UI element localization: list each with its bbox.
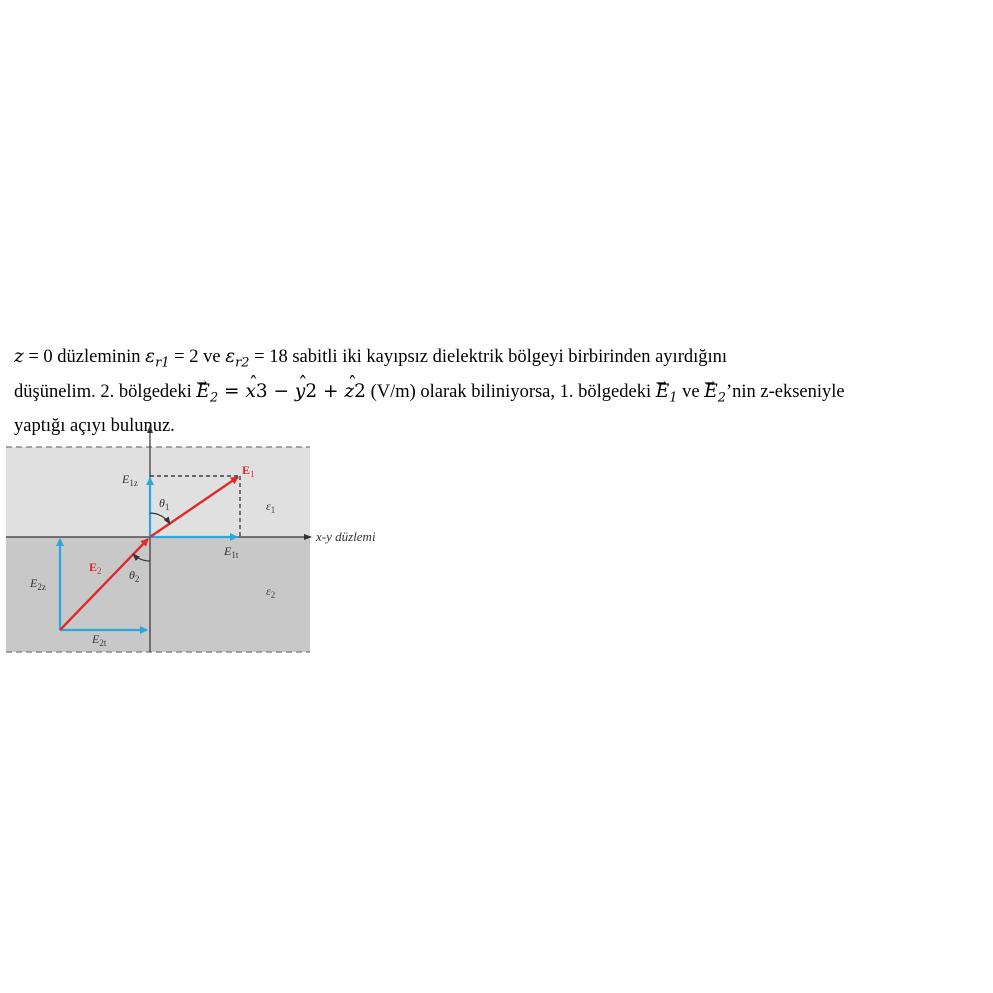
- text-segment: ’nin z-ekseniyle: [725, 381, 845, 402]
- label-theta2: $\theta_2$: [129, 568, 140, 584]
- vector-E2: → E: [704, 378, 718, 406]
- text-segment: =: [218, 380, 246, 402]
- epsilon-r1: ε: [145, 346, 156, 367]
- text-segment: düşünelim. 2. bölgedeki: [14, 381, 197, 402]
- vector-E1: → E: [656, 378, 670, 406]
- text-segment: 3 −: [255, 380, 295, 402]
- epsilon-r2: ε: [225, 346, 236, 367]
- vector-E2-subscript: 2: [209, 390, 219, 406]
- text-segment: (V/m) olarak biliniyorsa, 1. bölgedeki: [365, 381, 656, 402]
- text-segment: ve: [677, 381, 705, 402]
- label-epsilon2: $\varepsilon_2$: [266, 584, 276, 600]
- region-1: [6, 447, 310, 537]
- label-E2t: $E_{2t}$: [92, 632, 107, 648]
- text-segment: = 0 düzleminin: [23, 347, 146, 367]
- label-E1: $E_1$: [242, 463, 255, 479]
- text-segment: = 18 sabitli iki kayıpsız dielektrik bölgeyi birbirinden ayırdığını: [249, 347, 728, 367]
- unit-vector-z: ˆ z: [344, 378, 354, 406]
- problem-line-1: [14, 343, 989, 378]
- text-segment: 2: [354, 380, 366, 402]
- label-E1t: $E_{1t}$: [224, 544, 239, 560]
- problem-line-2: [14, 378, 989, 413]
- label-theta1: $\theta_1$: [159, 496, 170, 512]
- unit-vector-y: ˆ y: [295, 378, 305, 406]
- label-xy-plane: x-y düzlemi: [316, 529, 376, 544]
- vector-E1-subscript: 1: [669, 390, 678, 406]
- z-symbol: z: [14, 346, 24, 367]
- text-segment: 2 +: [305, 380, 345, 402]
- problem-line-3: yaptığı açıyı bulunuz.: [14, 416, 175, 437]
- vector-E2-subscript: 2: [717, 390, 726, 406]
- region-2: [6, 537, 310, 652]
- vector-E2: → E: [196, 378, 210, 406]
- unit-vector-x: ˆ x: [245, 378, 255, 406]
- epsilon-r2-subscript: r2: [235, 355, 250, 371]
- boundary-diagram: [0, 420, 420, 670]
- epsilon-r1-subscript: r1: [155, 355, 170, 371]
- label-E2: $E_2$: [89, 560, 102, 576]
- text-segment: = 2 ve: [169, 347, 226, 367]
- label-epsilon1: $\varepsilon_1$: [266, 499, 276, 515]
- label-E2z: $E_{2z}$: [30, 576, 46, 592]
- label-E1z: $E_{1z}$: [122, 472, 138, 488]
